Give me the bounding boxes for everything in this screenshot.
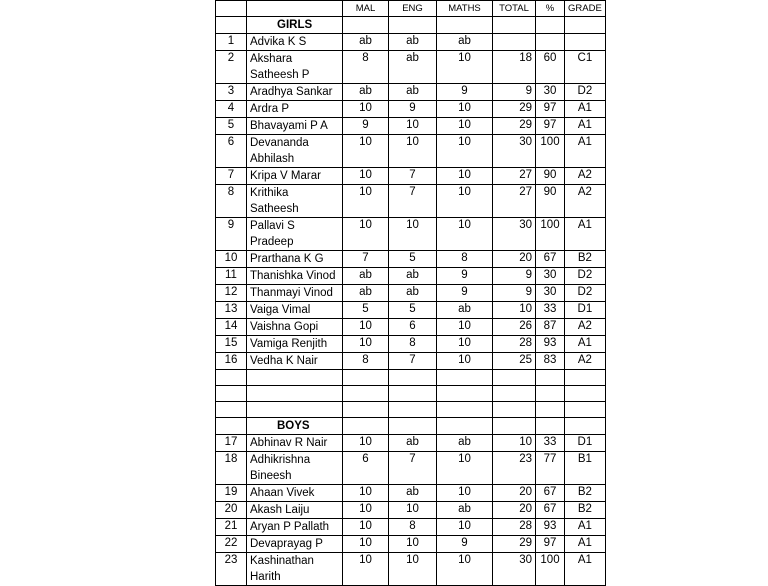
name-cell: Pallavi S Pradeep: [247, 218, 343, 251]
header-name: [247, 1, 343, 17]
empty-cell: [536, 370, 565, 386]
maths-cell: 8: [437, 251, 493, 268]
mal-cell: 10: [343, 319, 389, 336]
serial-cell: 2: [216, 51, 247, 84]
name-cell: Abhinav R Nair: [247, 435, 343, 452]
mal-cell: ab: [343, 268, 389, 285]
maths-cell: 10: [437, 452, 493, 485]
mal-cell: 9: [343, 118, 389, 135]
mal-cell: 10: [343, 336, 389, 353]
maths-cell: 9: [437, 285, 493, 302]
percent-cell: 30: [536, 268, 565, 285]
serial-cell: 1: [216, 34, 247, 51]
table-row: [216, 435, 606, 452]
empty-cell: [536, 386, 565, 402]
empty-cell: [493, 402, 536, 418]
percent-cell: 97: [536, 101, 565, 118]
eng-cell: 8: [389, 336, 437, 353]
mal-cell: 10: [343, 168, 389, 185]
table-row: [216, 336, 606, 353]
total-cell: 25: [493, 353, 536, 370]
serial-cell: 15: [216, 336, 247, 353]
maths-cell: 10: [437, 485, 493, 502]
maths-cell: 10: [437, 101, 493, 118]
maths-cell: 10: [437, 118, 493, 135]
mal-cell: 8: [343, 51, 389, 84]
table-row: [216, 553, 606, 586]
maths-cell: 10: [437, 319, 493, 336]
percent-cell: 83: [536, 353, 565, 370]
table-body: [216, 17, 606, 586]
table-row: [216, 353, 606, 370]
empty-cell: [216, 370, 247, 386]
total-cell: 29: [493, 101, 536, 118]
eng-cell: 10: [389, 536, 437, 553]
eng-cell: 5: [389, 302, 437, 319]
empty-cell: [493, 386, 536, 402]
name-cell: Akshara Satheesh P: [247, 51, 343, 84]
section-heading-row: [216, 17, 606, 34]
grade-cell: B2: [565, 502, 606, 519]
table-row: [216, 502, 606, 519]
table-row: [216, 251, 606, 268]
maths-cell: 10: [437, 135, 493, 168]
empty-cell: [389, 386, 437, 402]
empty-cell: [437, 402, 493, 418]
total-cell: 20: [493, 485, 536, 502]
grade-cell: A2: [565, 353, 606, 370]
eng-cell: ab: [389, 268, 437, 285]
serial-cell: 4: [216, 101, 247, 118]
eng-cell: 10: [389, 502, 437, 519]
total-cell: 27: [493, 168, 536, 185]
percent-cell: 90: [536, 168, 565, 185]
maths-cell: 10: [437, 553, 493, 586]
mal-cell: 6: [343, 452, 389, 485]
eng-cell: ab: [389, 285, 437, 302]
percent-cell: 100: [536, 553, 565, 586]
eng-cell: ab: [389, 485, 437, 502]
percent-cell: 87: [536, 319, 565, 336]
maths-cell: 9: [437, 84, 493, 101]
total-cell: 18: [493, 51, 536, 84]
eng-cell: ab: [389, 34, 437, 51]
empty-cell: [389, 402, 437, 418]
mal-cell: 10: [343, 218, 389, 251]
percent-cell: 67: [536, 251, 565, 268]
serial-cell: 8: [216, 185, 247, 218]
percent-cell: 30: [536, 285, 565, 302]
empty-cell: [565, 386, 606, 402]
grade-cell: A1: [565, 336, 606, 353]
header-percent: %: [536, 1, 565, 17]
empty-cell: [343, 402, 389, 418]
mal-cell: 10: [343, 185, 389, 218]
table-row: [216, 185, 606, 218]
serial-cell: 22: [216, 536, 247, 553]
empty-cell: [437, 370, 493, 386]
empty-cell: [216, 402, 247, 418]
table-row: [216, 319, 606, 336]
grade-cell: A2: [565, 168, 606, 185]
empty-cell: [216, 17, 247, 34]
percent-cell: 77: [536, 452, 565, 485]
eng-cell: ab: [389, 435, 437, 452]
maths-cell: 10: [437, 218, 493, 251]
grade-cell: D2: [565, 268, 606, 285]
total-cell: 23: [493, 452, 536, 485]
name-cell: Prarthana K G: [247, 251, 343, 268]
mal-cell: 10: [343, 435, 389, 452]
name-cell: Advika K S: [247, 34, 343, 51]
empty-cell: [493, 418, 536, 435]
maths-cell: ab: [437, 302, 493, 319]
table-row: [216, 268, 606, 285]
maths-cell: 9: [437, 268, 493, 285]
maths-cell: 10: [437, 353, 493, 370]
serial-cell: 20: [216, 502, 247, 519]
percent-cell: 97: [536, 118, 565, 135]
empty-row: [216, 386, 606, 402]
header-sno: [216, 1, 247, 17]
name-cell: Akash Laiju: [247, 502, 343, 519]
maths-cell: 10: [437, 51, 493, 84]
total-cell: 28: [493, 519, 536, 536]
percent-cell: 67: [536, 502, 565, 519]
empty-cell: [536, 17, 565, 34]
grade-cell: A1: [565, 135, 606, 168]
grade-cell: A1: [565, 101, 606, 118]
empty-cell: [247, 402, 343, 418]
empty-cell: [343, 418, 389, 435]
grade-cell: D2: [565, 285, 606, 302]
total-cell: 9: [493, 268, 536, 285]
empty-cell: [389, 418, 437, 435]
total-cell: [493, 34, 536, 51]
serial-cell: 14: [216, 319, 247, 336]
table-row: [216, 285, 606, 302]
total-cell: 27: [493, 185, 536, 218]
name-cell: Bhavayami P A: [247, 118, 343, 135]
maths-cell: 10: [437, 185, 493, 218]
table-row: [216, 118, 606, 135]
name-cell: Thanishka Vinod: [247, 268, 343, 285]
mal-cell: 10: [343, 502, 389, 519]
serial-cell: 10: [216, 251, 247, 268]
eng-cell: ab: [389, 84, 437, 101]
grade-cell: A2: [565, 185, 606, 218]
name-cell: Kripa V Marar: [247, 168, 343, 185]
eng-cell: 7: [389, 353, 437, 370]
eng-cell: 7: [389, 168, 437, 185]
empty-cell: [247, 370, 343, 386]
serial-cell: 18: [216, 452, 247, 485]
grade-cell: C1: [565, 51, 606, 84]
name-cell: Krithika Satheesh: [247, 185, 343, 218]
empty-cell: [536, 418, 565, 435]
mal-cell: 10: [343, 135, 389, 168]
total-cell: 29: [493, 536, 536, 553]
header-mal: MAL: [343, 1, 389, 17]
maths-cell: 9: [437, 536, 493, 553]
empty-row: [216, 402, 606, 418]
empty-cell: [493, 17, 536, 34]
header-row: [216, 1, 606, 17]
name-cell: Devaprayag P: [247, 536, 343, 553]
percent-cell: 93: [536, 336, 565, 353]
table-row: [216, 536, 606, 553]
table-row: [216, 452, 606, 485]
eng-cell: 10: [389, 553, 437, 586]
eng-cell: 10: [389, 135, 437, 168]
serial-cell: 23: [216, 553, 247, 586]
percent-cell: 93: [536, 519, 565, 536]
name-cell: Devananda Abhilash: [247, 135, 343, 168]
empty-cell: [343, 386, 389, 402]
table-row: [216, 84, 606, 101]
empty-row: [216, 370, 606, 386]
maths-cell: 10: [437, 168, 493, 185]
serial-cell: 6: [216, 135, 247, 168]
table-row: [216, 34, 606, 51]
percent-cell: 60: [536, 51, 565, 84]
mal-cell: 10: [343, 536, 389, 553]
serial-cell: 9: [216, 218, 247, 251]
empty-cell: [536, 402, 565, 418]
table-row: [216, 302, 606, 319]
table-row: [216, 168, 606, 185]
empty-cell: [565, 418, 606, 435]
eng-cell: 10: [389, 218, 437, 251]
grade-cell: D1: [565, 435, 606, 452]
name-cell: Adhikrishna Bineesh: [247, 452, 343, 485]
table-row: [216, 519, 606, 536]
total-cell: 28: [493, 336, 536, 353]
percent-cell: 33: [536, 302, 565, 319]
empty-cell: [437, 17, 493, 34]
mal-cell: 10: [343, 485, 389, 502]
table-row: [216, 101, 606, 118]
maths-cell: ab: [437, 502, 493, 519]
serial-cell: 16: [216, 353, 247, 370]
empty-cell: [389, 17, 437, 34]
mal-cell: 5: [343, 302, 389, 319]
grade-cell: [565, 34, 606, 51]
empty-cell: [216, 386, 247, 402]
empty-cell: [437, 386, 493, 402]
name-cell: Vamiga Renjith: [247, 336, 343, 353]
maths-cell: ab: [437, 34, 493, 51]
grade-cell: A1: [565, 118, 606, 135]
percent-cell: 100: [536, 135, 565, 168]
serial-cell: 13: [216, 302, 247, 319]
mal-cell: 10: [343, 101, 389, 118]
name-cell: Aradhya Sankar: [247, 84, 343, 101]
grade-cell: B2: [565, 485, 606, 502]
serial-cell: 3: [216, 84, 247, 101]
total-cell: 26: [493, 319, 536, 336]
eng-cell: 7: [389, 452, 437, 485]
empty-cell: [565, 370, 606, 386]
name-cell: Thanmayi Vinod: [247, 285, 343, 302]
eng-cell: 5: [389, 251, 437, 268]
total-cell: 30: [493, 218, 536, 251]
percent-cell: 30: [536, 84, 565, 101]
serial-cell: 21: [216, 519, 247, 536]
empty-cell: [247, 386, 343, 402]
percent-cell: 67: [536, 485, 565, 502]
mal-cell: 10: [343, 519, 389, 536]
mal-cell: 8: [343, 353, 389, 370]
marks-table: [215, 0, 606, 586]
percent-cell: 90: [536, 185, 565, 218]
percent-cell: 97: [536, 536, 565, 553]
eng-cell: 6: [389, 319, 437, 336]
eng-cell: 9: [389, 101, 437, 118]
empty-cell: [343, 370, 389, 386]
name-cell: Ahaan Vivek: [247, 485, 343, 502]
percent-cell: 33: [536, 435, 565, 452]
total-cell: 9: [493, 84, 536, 101]
header-eng: ENG: [389, 1, 437, 17]
header-total: TOTAL: [493, 1, 536, 17]
table-row: [216, 218, 606, 251]
empty-cell: [437, 418, 493, 435]
serial-cell: 11: [216, 268, 247, 285]
section-title: BOYS: [247, 418, 343, 435]
name-cell: Aryan P Pallath: [247, 519, 343, 536]
eng-cell: 7: [389, 185, 437, 218]
total-cell: 20: [493, 251, 536, 268]
mal-cell: ab: [343, 84, 389, 101]
total-cell: 20: [493, 502, 536, 519]
mal-cell: ab: [343, 285, 389, 302]
serial-cell: 12: [216, 285, 247, 302]
section-title: GIRLS: [247, 17, 343, 34]
grade-cell: D2: [565, 84, 606, 101]
name-cell: Vaiga Vimal: [247, 302, 343, 319]
name-cell: Ardra P: [247, 101, 343, 118]
total-cell: 29: [493, 118, 536, 135]
grade-cell: A1: [565, 218, 606, 251]
total-cell: 10: [493, 302, 536, 319]
table-row: [216, 51, 606, 84]
empty-cell: [565, 402, 606, 418]
mal-cell: 10: [343, 553, 389, 586]
total-cell: 30: [493, 135, 536, 168]
section-heading-row: [216, 418, 606, 435]
eng-cell: 10: [389, 118, 437, 135]
name-cell: Vedha K Nair: [247, 353, 343, 370]
total-cell: 10: [493, 435, 536, 452]
name-cell: Vaishna Gopi: [247, 319, 343, 336]
grade-cell: A2: [565, 319, 606, 336]
total-cell: 9: [493, 285, 536, 302]
empty-cell: [389, 370, 437, 386]
table-row: [216, 485, 606, 502]
serial-cell: 5: [216, 118, 247, 135]
serial-cell: 7: [216, 168, 247, 185]
header-grade: GRADE: [565, 1, 606, 17]
grade-cell: B2: [565, 251, 606, 268]
grade-cell: A1: [565, 519, 606, 536]
grade-cell: A1: [565, 553, 606, 586]
maths-cell: 10: [437, 519, 493, 536]
grade-cell: D1: [565, 302, 606, 319]
name-cell: Kashinathan Harith: [247, 553, 343, 586]
empty-cell: [216, 418, 247, 435]
percent-cell: 100: [536, 218, 565, 251]
table-row: [216, 135, 606, 168]
empty-cell: [343, 17, 389, 34]
maths-cell: 10: [437, 336, 493, 353]
empty-cell: [565, 17, 606, 34]
mal-cell: 7: [343, 251, 389, 268]
maths-cell: ab: [437, 435, 493, 452]
header-maths: MATHS: [437, 1, 493, 17]
grade-cell: A1: [565, 536, 606, 553]
total-cell: 30: [493, 553, 536, 586]
empty-cell: [493, 370, 536, 386]
grade-cell: B1: [565, 452, 606, 485]
serial-cell: 19: [216, 485, 247, 502]
serial-cell: 17: [216, 435, 247, 452]
eng-cell: ab: [389, 51, 437, 84]
mal-cell: ab: [343, 34, 389, 51]
eng-cell: 8: [389, 519, 437, 536]
percent-cell: [536, 34, 565, 51]
